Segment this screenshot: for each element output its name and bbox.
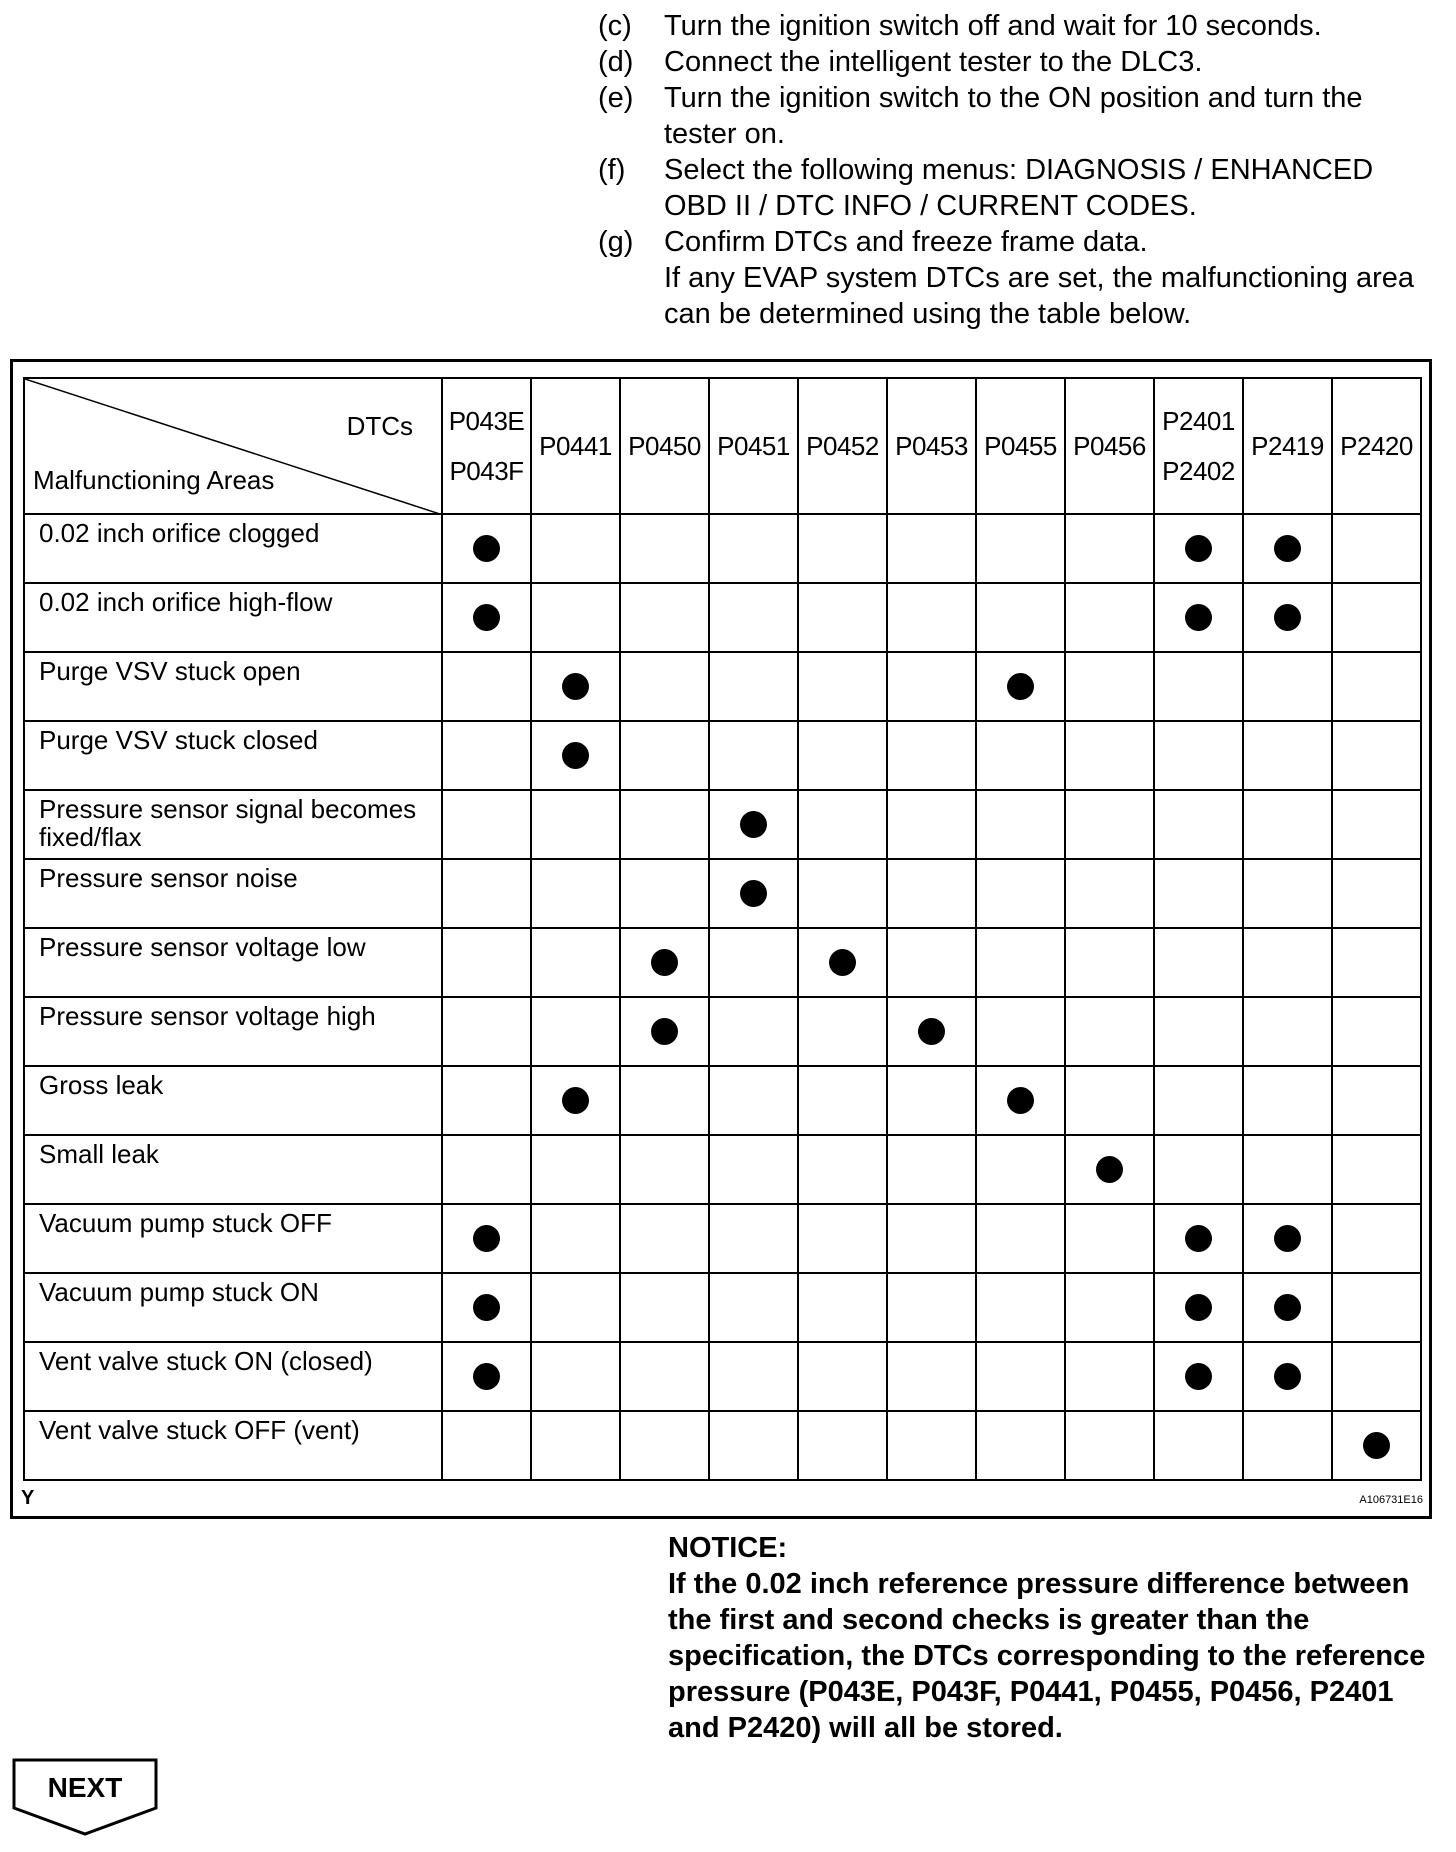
dtc-cell <box>1154 583 1243 652</box>
dtc-cell <box>531 1066 620 1135</box>
dtc-cell <box>887 928 976 997</box>
dtc-cell <box>1332 583 1421 652</box>
dtc-cell <box>709 790 798 859</box>
dtc-cell <box>887 1273 976 1342</box>
dtc-cell <box>1332 721 1421 790</box>
dtc-cell <box>1243 1204 1332 1273</box>
applicable-dot-icon <box>1185 1363 1212 1390</box>
notice-text: If the 0.02 inch reference pressure difference between the first and second checks is greater than the specification, the DTCs corresponding to the reference pressure (P043E, P043F, P0441, P0455, P0456, P2401 and P2420) will all be stored. <box>668 1568 1426 1744</box>
dtc-cell <box>1332 928 1421 997</box>
dtc-cell <box>620 514 709 583</box>
dtc-cell <box>1243 721 1332 790</box>
step-letter: (g) <box>598 226 634 258</box>
dtc-cell <box>1243 1273 1332 1342</box>
dtc-cell <box>620 1273 709 1342</box>
dtc-cell <box>1154 1135 1243 1204</box>
dtc-cell <box>709 583 798 652</box>
dtc-cell <box>709 1135 798 1204</box>
dtc-cell <box>798 721 887 790</box>
dtc-cell <box>620 1342 709 1411</box>
dtc-cell <box>798 583 887 652</box>
table-row <box>24 652 1421 721</box>
procedure-steps <box>598 8 1438 332</box>
dtc-cell <box>709 859 798 928</box>
dtc-cell <box>1243 514 1332 583</box>
dtc-cell <box>1243 928 1332 997</box>
applicable-dot-icon <box>740 880 767 907</box>
dtc-cell <box>887 997 976 1066</box>
step-g <box>598 224 1438 332</box>
dtc-cell <box>1243 1342 1332 1411</box>
dtc-code-header <box>442 378 531 514</box>
dtc-column-label: DTCs <box>346 411 413 441</box>
dtc-code: P2401 <box>1162 406 1235 436</box>
dtc-cell <box>798 1135 887 1204</box>
applicable-dot-icon <box>1274 1363 1301 1390</box>
dtc-cell <box>531 652 620 721</box>
malfunction-area: Pressure sensor voltage high <box>24 997 442 1066</box>
dtc-cell <box>1154 997 1243 1066</box>
dtc-code-header <box>620 378 709 514</box>
dtc-cell <box>1332 1342 1421 1411</box>
applicable-dot-icon <box>562 1087 589 1114</box>
applicable-dot-icon <box>1274 1225 1301 1252</box>
dtc-code: P0453 <box>895 430 968 461</box>
dtc-cell <box>442 514 531 583</box>
malfunction-area: 0.02 inch orifice clogged <box>24 514 442 583</box>
dtc-code: P043E <box>448 406 525 436</box>
step-letter: (c) <box>598 10 632 42</box>
dtc-cell <box>442 1204 531 1273</box>
step-text: Select the following menus: DIAGNOSIS / ENHANCED OBD II / DTC INFO / CURRENT CODES. <box>664 154 1374 222</box>
dtc-cell <box>976 652 1065 721</box>
table-row <box>24 721 1421 790</box>
dtc-cell <box>1154 652 1243 721</box>
dtc-cell <box>620 790 709 859</box>
dtc-code: P0450 <box>628 430 701 461</box>
malfunction-area: Small leak <box>24 1135 442 1204</box>
step-text-line: Confirm DTCs and freeze frame data. <box>664 226 1148 258</box>
step-c <box>598 8 1438 44</box>
dtc-cell <box>1065 514 1154 583</box>
applicable-dot-icon <box>740 811 767 838</box>
dtc-cell <box>1065 1342 1154 1411</box>
dtc-cell <box>798 1204 887 1273</box>
dtc-cell <box>442 583 531 652</box>
dtc-cell <box>442 1135 531 1204</box>
figure-id: A106731E16 <box>1359 1494 1423 1506</box>
malfunction-area: 0.02 inch orifice high-flow <box>24 583 442 652</box>
dtc-code: P0456 <box>1073 430 1146 461</box>
dtc-cell <box>442 652 531 721</box>
dtc-cell <box>442 859 531 928</box>
dtc-cell <box>1332 997 1421 1066</box>
table-row <box>24 790 1421 859</box>
dtc-cell <box>1065 1204 1154 1273</box>
dtc-cell <box>976 997 1065 1066</box>
dtc-cell <box>442 721 531 790</box>
dtc-cell <box>1243 583 1332 652</box>
dtc-cell <box>442 928 531 997</box>
malfunction-area: Vent valve stuck ON (closed) <box>24 1342 442 1411</box>
dtc-cell <box>1243 859 1332 928</box>
table-row <box>24 859 1421 928</box>
dtc-cell <box>1332 1135 1421 1204</box>
notice-title: NOTICE: <box>668 1532 788 1564</box>
table-row <box>24 583 1421 652</box>
dtc-cell <box>531 583 620 652</box>
applicable-dot-icon <box>651 1018 678 1045</box>
applicable-dot-icon <box>1185 1225 1212 1252</box>
step-text: Turn the ignition switch to the ON position and turn the tester on. <box>664 82 1363 150</box>
dtc-cell <box>620 997 709 1066</box>
dtc-cell <box>1332 1204 1421 1273</box>
dtc-code-header <box>1154 378 1243 514</box>
dtc-cell <box>709 514 798 583</box>
applicable-dot-icon <box>1274 535 1301 562</box>
dtc-cell <box>1154 721 1243 790</box>
malfunction-area: Pressure sensor voltage low <box>24 928 442 997</box>
dtc-cell <box>1154 790 1243 859</box>
dtc-cell <box>976 514 1065 583</box>
dtc-cell <box>442 1066 531 1135</box>
dtc-cell <box>531 1273 620 1342</box>
dtc-code-header <box>531 378 620 514</box>
dtc-cell <box>709 652 798 721</box>
dtc-code-header <box>976 378 1065 514</box>
applicable-dot-icon <box>1007 673 1034 700</box>
dtc-cell <box>887 1342 976 1411</box>
table-row <box>24 1204 1421 1273</box>
dtc-cell <box>976 1066 1065 1135</box>
dtc-cell <box>1065 1066 1154 1135</box>
malfunction-area: Pressure sensor signal becomes fixed/flax <box>24 790 442 859</box>
dtc-cell <box>620 583 709 652</box>
dtc-cell <box>709 1204 798 1273</box>
dtc-cell <box>531 721 620 790</box>
dtc-cell <box>887 1411 976 1480</box>
dtc-cell <box>1243 997 1332 1066</box>
dtc-cell <box>887 1204 976 1273</box>
malfunction-area: Gross leak <box>24 1066 442 1135</box>
dtc-cell <box>531 997 620 1066</box>
dtc-cell <box>976 790 1065 859</box>
step-text: Connect the intelligent tester to the DLC3. <box>664 46 1203 78</box>
applicable-dot-icon <box>1274 1294 1301 1321</box>
dtc-cell <box>1332 652 1421 721</box>
dtc-cell <box>1154 1066 1243 1135</box>
notice <box>668 1530 1438 1746</box>
dtc-cell <box>1065 928 1154 997</box>
applicable-dot-icon <box>562 742 589 769</box>
dtc-cell <box>887 583 976 652</box>
dtc-cell <box>798 928 887 997</box>
dtc-cell <box>1065 652 1154 721</box>
dtc-cell <box>798 1273 887 1342</box>
applicable-dot-icon <box>473 604 500 631</box>
dtc-cell <box>531 1411 620 1480</box>
dtc-cell <box>709 1066 798 1135</box>
dtc-cell <box>1332 859 1421 928</box>
dtc-cell <box>1243 1066 1332 1135</box>
applicable-dot-icon <box>1096 1156 1123 1183</box>
dtc-cell <box>531 1342 620 1411</box>
dtc-cell <box>798 1066 887 1135</box>
malfunction-area: Vacuum pump stuck OFF <box>24 1204 442 1273</box>
dtc-cell <box>887 1066 976 1135</box>
dtc-table <box>23 377 1422 1481</box>
dtc-cell <box>709 1411 798 1480</box>
next-label: NEXT <box>47 1772 123 1803</box>
dtc-cell <box>1065 1135 1154 1204</box>
dtc-cell <box>1243 1411 1332 1480</box>
table-row <box>24 1411 1421 1480</box>
step-text: Turn the ignition switch off and wait for 10 seconds. <box>664 10 1322 42</box>
dtc-cell <box>1065 1273 1154 1342</box>
dtc-cell <box>442 1411 531 1480</box>
dtc-cell <box>620 652 709 721</box>
dtc-cell <box>1243 652 1332 721</box>
dtc-cell <box>976 721 1065 790</box>
dtc-code-header <box>887 378 976 514</box>
dtc-cell <box>1154 1273 1243 1342</box>
dtc-code-header <box>709 378 798 514</box>
malfunction-area: Purge VSV stuck open <box>24 652 442 721</box>
dtc-cell <box>976 1342 1065 1411</box>
dtc-cell <box>887 1135 976 1204</box>
dtc-cell <box>887 859 976 928</box>
dtc-cell <box>531 859 620 928</box>
applicable-dot-icon <box>562 673 589 700</box>
dtc-cell <box>1065 583 1154 652</box>
table-row <box>24 997 1421 1066</box>
table-row <box>24 1135 1421 1204</box>
figure-letter: Y <box>21 1487 35 1509</box>
dtc-cell <box>1332 1066 1421 1135</box>
table-row <box>24 514 1421 583</box>
dtc-cell <box>1065 721 1154 790</box>
applicable-dot-icon <box>1185 1294 1212 1321</box>
dtc-cell <box>887 721 976 790</box>
dtc-cell <box>1154 1204 1243 1273</box>
dtc-cell <box>1154 859 1243 928</box>
applicable-dot-icon <box>829 949 856 976</box>
dtc-cell <box>442 1342 531 1411</box>
step-letter: (f) <box>598 154 626 186</box>
dtc-cell <box>798 790 887 859</box>
step-letter: (e) <box>598 82 634 114</box>
dtc-cell <box>620 859 709 928</box>
malfunction-area: Vent valve stuck OFF (vent) <box>24 1411 442 1480</box>
dtc-cell <box>976 583 1065 652</box>
table-row <box>24 928 1421 997</box>
dtc-cell <box>709 721 798 790</box>
dtc-cell <box>1065 790 1154 859</box>
dtc-code: P0441 <box>539 430 612 461</box>
dtc-cell <box>1065 1411 1154 1480</box>
dtc-cell <box>887 652 976 721</box>
dtc-cell <box>531 514 620 583</box>
step-letter: (d) <box>598 46 634 78</box>
dtc-code: P0455 <box>984 430 1057 461</box>
step-e <box>598 80 1438 152</box>
dtc-cell <box>1065 859 1154 928</box>
dtc-cell <box>1332 790 1421 859</box>
dtc-code-header <box>1243 378 1332 514</box>
applicable-dot-icon <box>473 535 500 562</box>
dtc-cell <box>976 1135 1065 1204</box>
step-f <box>598 152 1438 224</box>
area-row-label: Malfunctioning Areas <box>33 465 275 495</box>
dtc-cell <box>976 928 1065 997</box>
dtc-cell <box>1332 1273 1421 1342</box>
table-row <box>24 1342 1421 1411</box>
dtc-cell <box>620 1204 709 1273</box>
dtc-cell <box>976 859 1065 928</box>
dtc-cell <box>620 721 709 790</box>
dtc-cell <box>976 1204 1065 1273</box>
step-text <box>664 224 1438 332</box>
applicable-dot-icon <box>1363 1432 1390 1459</box>
dtc-cell <box>442 790 531 859</box>
dtc-cell <box>798 652 887 721</box>
dtc-cell <box>620 1411 709 1480</box>
step-d <box>598 44 1438 80</box>
table-row <box>24 1066 1421 1135</box>
next-button[interactable] <box>12 1758 158 1836</box>
applicable-dot-icon <box>473 1294 500 1321</box>
malfunction-area: Vacuum pump stuck ON <box>24 1273 442 1342</box>
dtc-cell <box>531 928 620 997</box>
table-corner-cell <box>24 378 442 514</box>
table-row <box>24 1273 1421 1342</box>
dtc-code: P043F <box>449 456 524 486</box>
dtc-cell <box>620 928 709 997</box>
malfunction-area: Purge VSV stuck closed <box>24 721 442 790</box>
dtc-code: P0451 <box>717 430 790 461</box>
dtc-cell <box>887 514 976 583</box>
dtc-cell <box>1332 1411 1421 1480</box>
applicable-dot-icon <box>1007 1087 1034 1114</box>
applicable-dot-icon <box>1185 535 1212 562</box>
dtc-cell <box>709 1342 798 1411</box>
applicable-dot-icon <box>1274 604 1301 631</box>
dtc-cell <box>976 1273 1065 1342</box>
applicable-dot-icon <box>1185 604 1212 631</box>
dtc-cell <box>1154 514 1243 583</box>
step-note: If any EVAP system DTCs are set, the malfunctioning area can be determined using the table below. <box>664 262 1415 330</box>
dtc-cell <box>709 928 798 997</box>
applicable-dot-icon <box>473 1363 500 1390</box>
dtc-figure <box>10 359 1432 1519</box>
dtc-cell <box>1243 790 1332 859</box>
dtc-cell <box>531 1135 620 1204</box>
dtc-code: P2419 <box>1251 430 1324 461</box>
dtc-cell <box>976 1411 1065 1480</box>
applicable-dot-icon <box>473 1225 500 1252</box>
dtc-cell <box>442 1273 531 1342</box>
dtc-cell <box>620 1066 709 1135</box>
dtc-code: P2402 <box>1162 456 1235 486</box>
dtc-code-header <box>1332 378 1421 514</box>
dtc-cell <box>1243 1135 1332 1204</box>
dtc-cell <box>798 1342 887 1411</box>
dtc-cell <box>798 514 887 583</box>
dtc-cell <box>798 1411 887 1480</box>
dtc-cell <box>798 859 887 928</box>
dtc-cell <box>709 997 798 1066</box>
dtc-cell <box>1154 1342 1243 1411</box>
dtc-cell <box>1065 997 1154 1066</box>
dtc-cell <box>798 997 887 1066</box>
dtc-cell <box>709 1273 798 1342</box>
dtc-cell <box>442 997 531 1066</box>
dtc-cell <box>620 1135 709 1204</box>
applicable-dot-icon <box>918 1018 945 1045</box>
dtc-cell <box>1154 928 1243 997</box>
dtc-code-header <box>798 378 887 514</box>
dtc-cell <box>887 790 976 859</box>
malfunction-area: Pressure sensor noise <box>24 859 442 928</box>
dtc-cell <box>531 790 620 859</box>
dtc-cell <box>531 1204 620 1273</box>
dtc-cell <box>1332 514 1421 583</box>
applicable-dot-icon <box>651 949 678 976</box>
dtc-code: P2420 <box>1340 430 1413 461</box>
dtc-cell <box>1154 1411 1243 1480</box>
dtc-code: P0452 <box>806 430 879 461</box>
dtc-code-header <box>1065 378 1154 514</box>
table-header-row <box>24 378 1421 514</box>
